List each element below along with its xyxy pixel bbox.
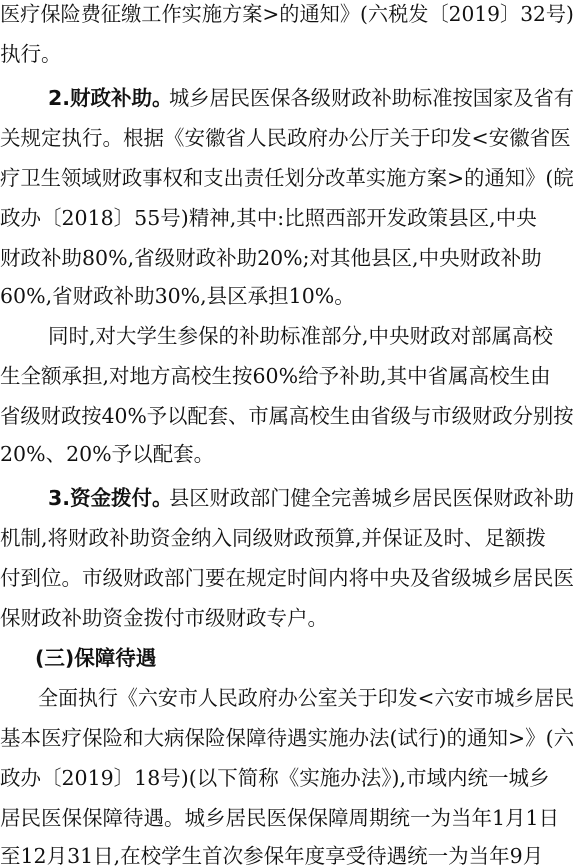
text-line: 疗卫生领域财政事权和支出责任划分改革实施方案>的通知》(皖 (0, 166, 574, 190)
text-line: 政办〔2018〕55号)精神,其中:比照西部开发政策县区,中央 (0, 206, 537, 230)
text-line: 同时,对大学生参保的补助标准部分,中央财政对部属高校 (48, 324, 554, 348)
section-heading-fund-disbursement: 3.资金拨付。 (48, 486, 173, 510)
text-line: 关规定执行。根据《安徽省人民政府办公厅关于印发<安徽省医 (0, 126, 571, 150)
text-line: 至12月31日,在校学生首次参保年度享受待遇统一为当年9月 (0, 844, 544, 868)
text-line: 付到位。市级财政部门要在规定时间内将中央及省级城乡居民医 (0, 566, 574, 590)
section-heading-benefits: (三)保障待遇 (35, 646, 157, 670)
text-line: 保财政补助资金拨付市级财政专户。 (0, 606, 328, 630)
text-line: 基本医疗保险和大病保险保障待遇实施办法(试行)的通知>》(六 (0, 726, 575, 750)
text-line: 居民医保保障待遇。城乡居民医保保障周期统一为当年1月1日 (0, 806, 560, 830)
text-line: 20%、20%予以配套。 (0, 442, 215, 466)
text-line: 医疗保险费征缴工作实施方案>的通知》(六税发〔2019〕32号) (0, 2, 574, 26)
section-heading-financial-subsidy: 2.财政补助。 (48, 86, 173, 110)
text-line: 全面执行《六安市人民政府办公室关于印发<六安市城乡居民 (38, 686, 575, 710)
text-line: 政办〔2019〕18号)(以下简称《实施办法》),市域内统一城乡 (0, 766, 550, 790)
text-line: 城乡居民医保各级财政补助标准按国家及省有 (169, 86, 574, 110)
text-line: 执行。 (0, 42, 62, 66)
text-line: 60%,省财政补助30%,县区承担10%。 (0, 284, 355, 308)
text-line: 机制,将财政补助资金纳入同级财政预算,并保证及时、足额拨 (0, 526, 547, 550)
text-line: 财政补助80%,省级财政补助20%;对其他县区,中央财政补助 (0, 246, 542, 270)
text-line: 省级财政按40%予以配套、市属高校生由省级与市级财政分别按 (0, 404, 574, 428)
text-line: 县区财政部门健全完善城乡居民医保财政补助 (169, 486, 574, 510)
text-line: 生全额承担,对地方高校生按60%给予补助,其中省属高校生由 (0, 364, 551, 388)
